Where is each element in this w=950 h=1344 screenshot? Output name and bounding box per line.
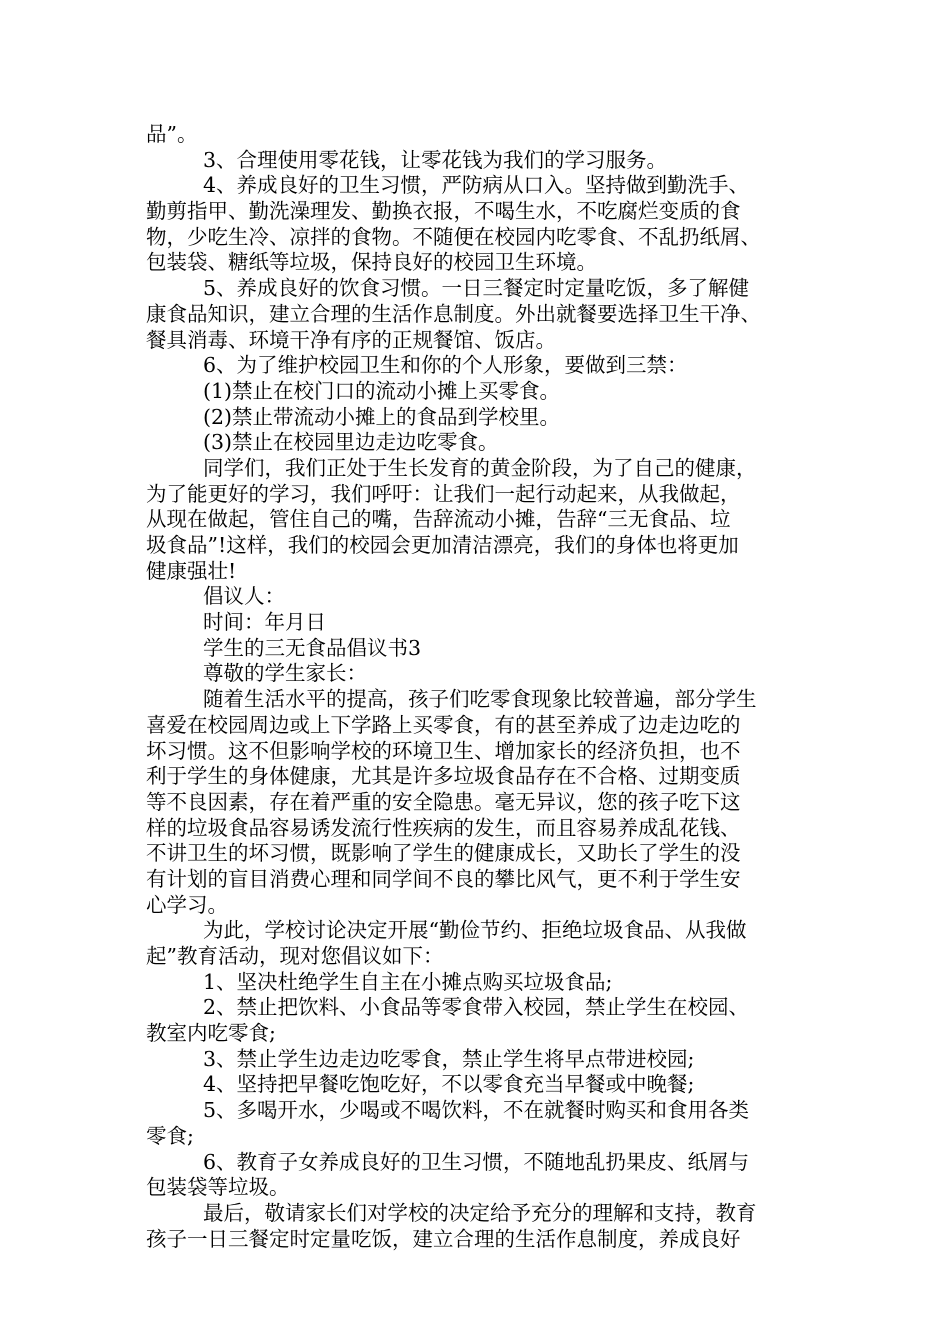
text-line: 康食品知识，建立合理的生活作息制度。外出就餐要选择卫生干净、 bbox=[146, 301, 761, 326]
text-line: 心学习。 bbox=[146, 892, 228, 917]
text-line: 教室内吃零食; bbox=[146, 1021, 276, 1046]
document-body bbox=[146, 122, 806, 1252]
text-line: 为了能更好的学习，我们呼吁：让我们一起行动起来，从我做起， bbox=[146, 481, 741, 506]
paragraph-start: 最后，敬请家长们对学校的决定给予充分的理解和支持，教育 bbox=[203, 1200, 757, 1225]
paragraph-start: 同学们，我们正处于生长发育的黄金阶段，为了自己的健康， bbox=[203, 455, 757, 480]
text-line: 勤剪指甲、勤洗澡理发、勤换衣报，不喝生水，不吃腐烂变质的食 bbox=[146, 199, 741, 224]
text-line: 包装袋等垃圾。 bbox=[146, 1175, 290, 1200]
date-label: 时间：年月日 bbox=[203, 610, 326, 635]
text-line: 健康强壮! bbox=[146, 558, 237, 583]
list-item: 3、合理使用零花钱，让零花钱为我们的学习服务。 bbox=[203, 147, 668, 172]
text-line: 利于学生的身体健康，尤其是许多垃圾食品存在不合格、过期变质 bbox=[146, 764, 741, 789]
list-item: 1、坚决杜绝学生自主在小摊点购买垃圾食品; bbox=[203, 969, 613, 994]
text-line: 起”教育活动，现对您倡议如下： bbox=[146, 944, 444, 968]
text-line: 不讲卫生的坏习惯，既影响了学生的健康成长，又助长了学生的没 bbox=[146, 841, 741, 866]
list-item: 6、教育子女养成良好的卫生习惯，不随地乱扔果皮、纸屑与 bbox=[203, 1149, 750, 1174]
list-item: 4、养成良好的卫生习惯，严防病从口入。坚持做到勤洗手、 bbox=[203, 173, 750, 198]
list-item: 5、多喝开水，少喝或不喝饮料，不在就餐时购买和食用各类 bbox=[203, 1098, 750, 1123]
paragraph-start: 为此，学校讨论决定开展“勤俭节约、拒绝垃圾食品、从我做 bbox=[203, 918, 747, 943]
paragraph-start: 随着生活水平的提高，孩子们吃零食现象比较普遍，部分学生 bbox=[203, 687, 757, 712]
text-line: 等不良因素，存在着严重的安全隐患。毫无异议，您的孩子吃下这 bbox=[146, 789, 741, 814]
list-item: (3)禁止在校园里边走边吃零食。 bbox=[203, 430, 499, 455]
text-line: 样的垃圾食品容易诱发流行性疾病的发生，而且容易养成乱花钱、 bbox=[146, 815, 741, 840]
list-item: (1)禁止在校门口的流动小摊上买零食。 bbox=[203, 378, 561, 403]
list-item: 3、禁止学生边走边吃零食，禁止学生将早点带进校园; bbox=[203, 1046, 695, 1071]
text-line: 圾食品”!这样，我们的校园会更加清洁漂亮，我们的身体也将更加 bbox=[146, 533, 739, 557]
list-item: 4、坚持把早餐吃饱吃好，不以零食充当早餐或中晚餐; bbox=[203, 1072, 695, 1097]
text-line: 包装袋、糖纸等垃圾，保持良好的校园卫生环境。 bbox=[146, 250, 597, 275]
text-line: 孩子一日三餐定时定量吃饭，建立合理的生活作息制度，养成良好 bbox=[146, 1226, 741, 1251]
text-line: 品”。 bbox=[146, 122, 198, 146]
salutation: 尊敬的学生家长： bbox=[203, 661, 367, 686]
section-title: 学生的三无食品倡议书3 bbox=[203, 635, 422, 660]
text-line: 坏习惯。这不但影响学校的环境卫生、增加家长的经济负担，也不 bbox=[146, 738, 741, 763]
list-item: 5、养成良好的饮食习惯。一日三餐定时定量吃饭，多了解健 bbox=[203, 276, 750, 301]
signature-label: 倡议人： bbox=[203, 584, 285, 609]
list-item: (2)禁止带流动小摊上的食品到学校里。 bbox=[203, 404, 561, 429]
text-line: 餐具消毒、环境干净有序的正规餐馆、饭店。 bbox=[146, 327, 556, 352]
text-line: 物，少吃生冷、凉拌的食物。不随便在校园内吃零食、不乱扔纸屑、 bbox=[146, 224, 761, 249]
list-item: 2、禁止把饮料、小食品等零食带入校园，禁止学生在校园、 bbox=[203, 995, 750, 1020]
list-item: 6、为了维护校园卫生和你的个人形象，要做到三禁： bbox=[203, 353, 688, 378]
text-line: 有计划的盲目消费心理和同学间不良的攀比风气，更不利于学生安 bbox=[146, 866, 741, 891]
text-line: 零食; bbox=[146, 1123, 194, 1148]
text-line: 喜爱在校园周边或上下学路上买零食，有的甚至养成了边走边吃的 bbox=[146, 712, 741, 737]
text-line: 从现在做起，管住自己的嘴，告辞流动小摊，告辞“三无食品、垃 bbox=[146, 507, 731, 532]
